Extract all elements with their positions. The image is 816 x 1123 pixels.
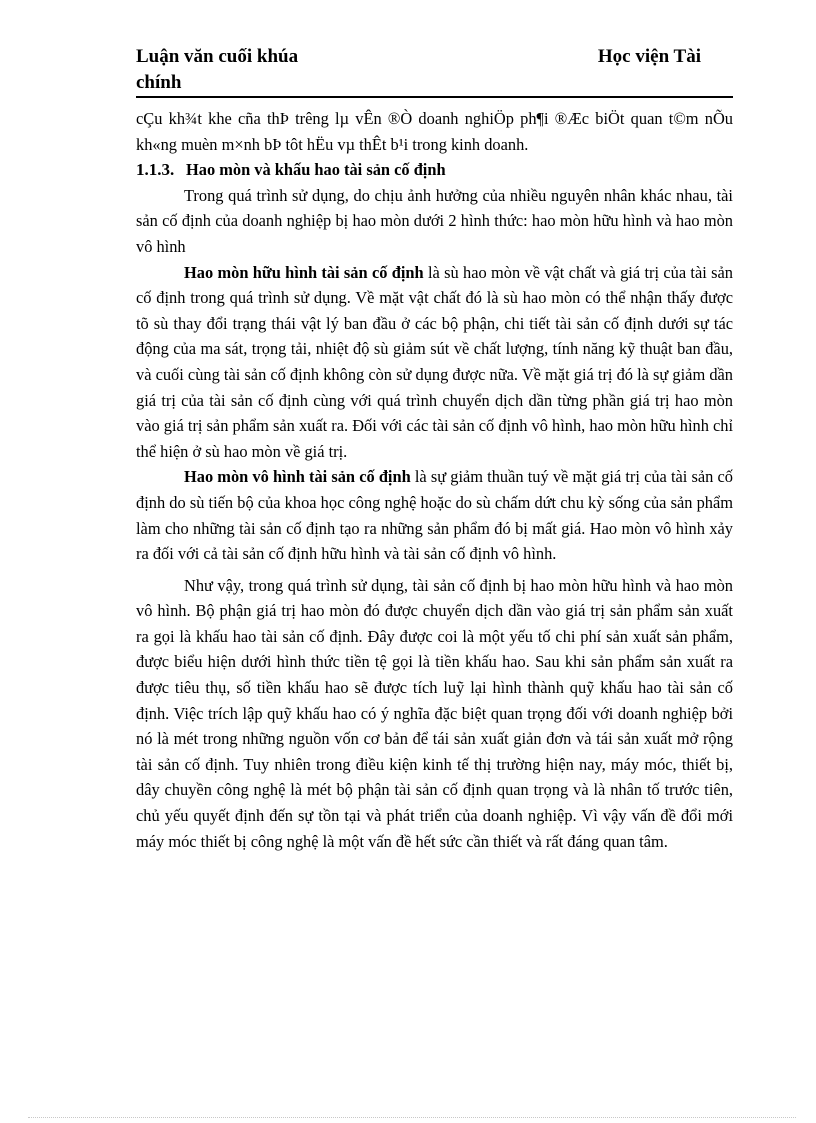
paragraph-4: Như vậy, trong quá trình sử dụng, tài sản cố định bị hao mòn hữu hình và hao mòn vô hình. Bộ phận giá trị hao mòn đó được chuyển dịch dần vào giá trị sản phẩm sản xuất ra gọi là khấu hao tài sản cố định. Đây được coi là một yếu tố chi phí sản xuất sản phẩm, được biểu hiện dưới hình thức tiền tệ gọi là tiền khấu hao. Sau khi sản phẩm sản xuất ra được tiêu thụ, số tiền khấu hao sẽ được tích luỹ lại hình thành quỹ khấu hao tài sản cố định. Việc trích lập quỹ khấu hao có ý nghĩa đặc biệt quan trọng đối với doanh nghiệp bởi nó là mét trong những nguồn vốn cơ bản để tái sản xuất giản đơn và tái sản xuất mở rộng tài sản cố định. Tuy nhiên trong điều kiện kinh tế thị trường hiện nay, máy móc, thiết bị, dây chuyền công nghệ là mét bộ phận tài sản cố định quan trọng và là nhân tố trước tiên, chủ yếu quyết định đến sự tồn tại và phát triển của doanh nghiệp. Vì vậy vấn đề đổi mới máy móc thiết bị công nghệ là một vấn đề hết sức cần thiết và rất đáng quan tâm. (136, 575, 733, 851)
section-heading (136, 157, 733, 183)
intro-paragraph: cÇu kh¾t khe cña thÞ trêng lµ vÊn ®Ò doanh nghiÖp ph¶i ®Æc biÖt quan t©m nÕu kh«ng muèn m×nh bÞ tôt hËu vµ thÊt b¹i trong kinh doanh. (136, 109, 733, 154)
paragraph-3-term: Hao mòn vô hình tài sản cố định (184, 467, 411, 487)
paragraph-3-text: là sự giảm thuần tuý về mặt giá trị của tài sản cố định do sù tiến bộ của khoa học công nghệ hoặc do sù chấm dứt chu kỳ sống của sản phẩm làm cho những tài sản cố định tạo ra những sản phẩm đó bị mất giá. Hao mòn vô hình xảy ra đối với cả tài sản cố định hữu hình và tài sản cố định vô hình. (136, 467, 733, 564)
document-body (136, 106, 733, 854)
section-number: 1.1.3. (136, 160, 175, 180)
paragraph-2-text: là sù hao mòn về vật chất và giá trị của tài sản cố định trong quá trình sử dụng. Về mặt vật chất đó là sù hao mòn có thể nhận thấy được tõ sù thay đổi trạng thái vật lý ban đầu ở các bộ phận, chi tiết tài sản cố định dưới sự tác động của ma sát, trọng tải, nhiệt độ sù giảm sút về chất lượng, tính năng kỹ thuật ban đầu, và cuối cùng tài sản cố định không còn sử dụng được nữa. Về mặt giá trị đó là sự giảm dần giá trị của tài sản cố định cùng với quá trình chuyển dịch dần từng phần giá trị hao mòn vào giá trị sản phẩm sản xuất ra. Đối với các tài sản cố định vô hình, hao mòn hữu hình chỉ thể hiện ở sù hao mòn về giá trị. (136, 262, 734, 461)
page-header (136, 44, 733, 98)
paragraph-2 (136, 260, 733, 465)
page-bottom-rule (28, 1117, 796, 1118)
paragraph-3 (136, 464, 733, 566)
header-title-right: Học viện Tài (597, 46, 701, 67)
section-title: Hao mòn và khấu hao tài sản cố định (186, 160, 446, 180)
paragraph-2-term: Hao mòn hữu hình tài sản cố định (184, 262, 424, 282)
header-title-left: Luận văn cuối khúa chính (136, 46, 299, 93)
document-page (136, 44, 733, 854)
paragraph-1: Trong quá trình sử dụng, do chịu ảnh hưởng của nhiều nguyên nhân khác nhau, tài sản cố định của doanh nghiệp bị hao mòn dưới 2 hình thức: hao mòn hữu hình và hao mòn vô hình (136, 185, 733, 256)
